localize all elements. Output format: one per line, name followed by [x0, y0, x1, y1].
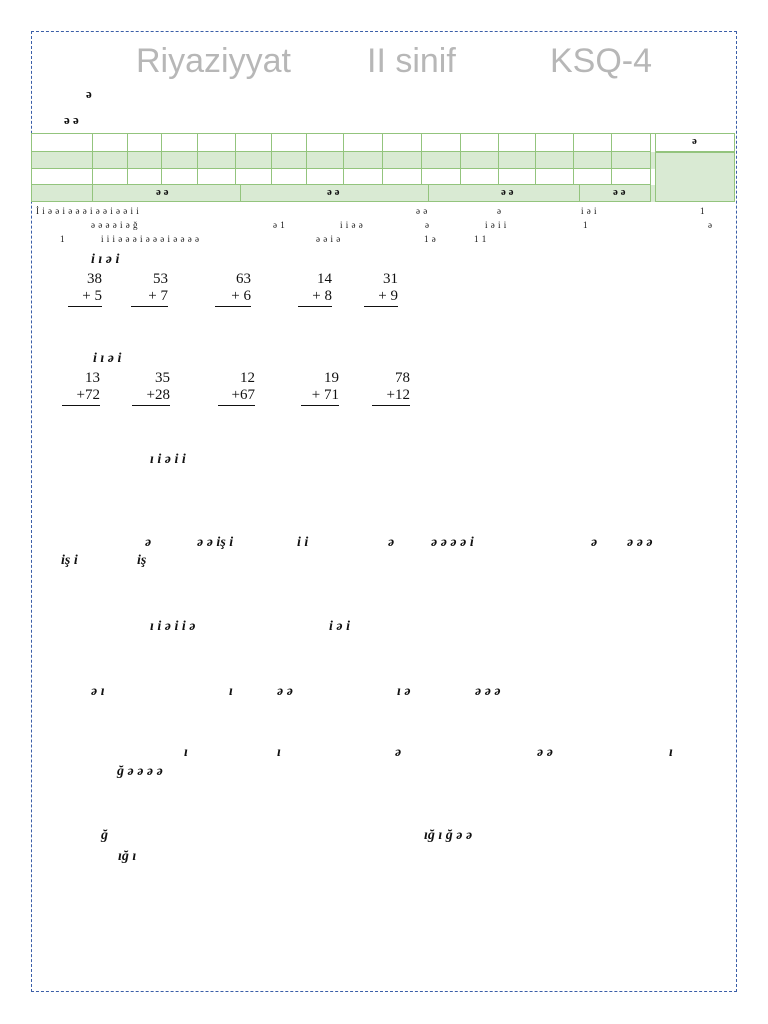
row3-cell — [128, 169, 162, 185]
grid-corner-mark: ə — [692, 135, 697, 147]
task-4-text-e: ə ə ə ə i — [431, 535, 474, 550]
grid-row-3 — [31, 169, 655, 185]
task-7-text-f: ğ ə ə ə ə — [117, 764, 163, 779]
task-7-text-e: ı — [669, 745, 673, 760]
grid-corner-cell — [655, 133, 735, 152]
row2-cell — [612, 152, 651, 169]
row2-cell — [383, 152, 422, 169]
task-4-text-f: ə — [591, 535, 598, 550]
task-6-text-d: ı ə — [397, 684, 411, 699]
row3-cell — [612, 169, 651, 185]
row2-cell — [128, 152, 162, 169]
grid-label-4: ə ə — [613, 186, 626, 198]
row1-cell — [574, 133, 612, 152]
row1-cell — [499, 133, 536, 152]
row2-cell — [162, 152, 198, 169]
task-5-text-b: i ə i — [329, 619, 350, 634]
task-8-text-a: ğ — [101, 828, 108, 843]
row1-cell — [461, 133, 499, 152]
row3-cell — [307, 169, 344, 185]
task-2-problem-4: 19 + 71 — [301, 370, 339, 406]
row1-cell — [536, 133, 574, 152]
row1-cell — [31, 133, 93, 152]
row2-cell — [307, 152, 344, 169]
row2-cell — [198, 152, 236, 169]
row2-cell — [272, 152, 307, 169]
row1-cell — [344, 133, 383, 152]
task-2-problem-1: 13 +72 — [62, 370, 100, 406]
row3-cell — [536, 169, 574, 185]
row1-cell — [422, 133, 461, 152]
header-mark-b: ə ə — [64, 112, 79, 127]
row3-cell — [198, 169, 236, 185]
task-2-problem-2: 35 +28 — [132, 370, 170, 406]
row3-cell — [383, 169, 422, 185]
row1-cell — [93, 133, 128, 152]
task-7-text-a: ı — [184, 745, 188, 760]
task-8-text-b: ığ ı — [118, 849, 137, 864]
row3-cell — [93, 169, 128, 185]
title-code: KSQ-4 — [550, 42, 653, 80]
row1-cell — [236, 133, 272, 152]
title-grade: II sinif — [367, 42, 456, 80]
task-7-text-d: ə ə — [537, 745, 553, 760]
row3-cell — [162, 169, 198, 185]
grid-label-2: ə ə — [327, 186, 340, 198]
task-1-problem-1: 38 + 5 — [68, 271, 102, 307]
task-1-problem-4: 14 + 8 — [298, 271, 332, 307]
task-1-problem-3: 63 + 6 — [215, 271, 251, 307]
row3-cell — [272, 169, 307, 185]
row1-cell — [128, 133, 162, 152]
grid-row-1 — [31, 133, 655, 152]
task-4-text-h: iş i — [61, 553, 78, 568]
row3-cell — [422, 169, 461, 185]
row1-cell — [383, 133, 422, 152]
grid-row-2 — [31, 152, 655, 169]
row3-cell — [31, 169, 93, 185]
row2-cell — [536, 152, 574, 169]
instructions-line-3: 1 — [60, 234, 65, 244]
task-7-text-c: ə — [395, 745, 402, 760]
task-1-problem-2: 53 + 7 — [131, 271, 168, 307]
row4-cell — [31, 185, 93, 202]
row3-cell — [574, 169, 612, 185]
page-title — [0, 42, 768, 82]
task-3-label: ı i ə i i — [150, 452, 186, 467]
task-4-text-c: i i — [297, 535, 309, 550]
task-2-problem-3: 12 +67 — [218, 370, 255, 406]
row1-cell — [272, 133, 307, 152]
row3-cell — [344, 169, 383, 185]
grid-score-cell — [655, 152, 735, 202]
row3-cell — [236, 169, 272, 185]
instructions-line-1: İ i ə ə i ə ə ə i ə ə i ə ə i i — [36, 206, 140, 216]
task-6-text-c: ə ə — [277, 684, 293, 699]
row2-cell — [461, 152, 499, 169]
row3-cell — [499, 169, 536, 185]
task-2-problem-5: 78 +12 — [372, 370, 410, 406]
row1-cell — [307, 133, 344, 152]
task-5-text-a: ı i ə i i ə — [150, 619, 196, 634]
row2-cell — [574, 152, 612, 169]
task-7-text-b: ı — [277, 745, 281, 760]
row2-cell — [422, 152, 461, 169]
task-4-text-d: ə — [388, 535, 395, 550]
row3-cell — [461, 169, 499, 185]
task-1-label: i ı ə i — [91, 252, 120, 267]
task-6-text-b: ı — [229, 684, 233, 699]
task-1-problem-5: 31 + 9 — [364, 271, 398, 307]
task-4-text-b: ə ə iş i — [197, 535, 234, 550]
row1-cell — [198, 133, 236, 152]
task-2-label: i ı ə i — [93, 351, 122, 366]
row2-cell — [31, 152, 93, 169]
header-mark-a: ə — [86, 86, 92, 101]
row1-cell — [162, 133, 198, 152]
task-6-text-e: ə ə ə — [475, 684, 501, 699]
task-4-text-i: iş — [137, 553, 147, 568]
task-6-text-a: ə ı — [91, 684, 105, 699]
grade-grid — [31, 133, 735, 202]
grid-row-4 — [31, 185, 655, 202]
row2-cell — [344, 152, 383, 169]
row2-cell — [236, 152, 272, 169]
task-8-text-c: ığ ı ğ ə ə — [424, 828, 473, 843]
task-4-text-g: ə ə ə — [627, 535, 653, 550]
row2-cell — [499, 152, 536, 169]
row2-cell — [93, 152, 128, 169]
title-subject: Riyaziyyat — [136, 42, 291, 80]
task-4-text-a: ə — [145, 535, 152, 550]
instructions-line-2: ə ə ə ə i ə ğ — [91, 220, 138, 230]
row1-cell — [612, 133, 651, 152]
grid-label-1: ə ə — [156, 186, 169, 198]
grid-label-3: ə ə — [501, 186, 514, 198]
